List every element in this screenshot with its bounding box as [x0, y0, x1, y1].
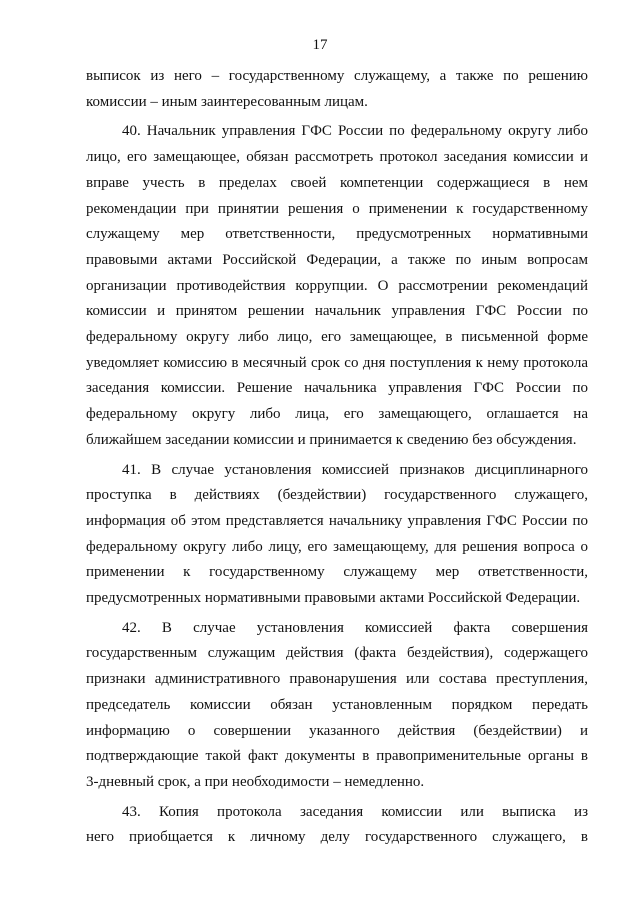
text-line: 3-дневный срок, а при необходимости – немедленно.: [86, 773, 425, 790]
text-line: 40. Начальник управления ГФС России по федеральному округу либо: [122, 123, 588, 140]
text-line: вправе учесть в пределах своей компетенции содержащиеся в нем: [86, 174, 588, 191]
text-line: председатель комиссии обязан установленным порядком передать: [86, 696, 588, 713]
paragraph-40: [86, 119, 588, 453]
paragraph-42: [86, 616, 588, 796]
text-line: рекомендации при принятии решения о применении к государственному: [86, 200, 588, 217]
text-line: федеральному округу либо лица, его замещающего, оглашается на: [86, 406, 588, 423]
text-line: комиссии – иным заинтересованным лицам.: [86, 93, 368, 110]
text-line: лицо, его замещающее, обязан рассмотреть протокол заседания комиссии и: [86, 149, 588, 166]
text-line: выписок из него – государственному служащему, а также по решению: [86, 68, 588, 84]
text-line: правовыми актами Российской Федерации, а также по иным вопросам: [86, 251, 588, 268]
text-line: уведомляет комиссию в месячный срок со дня поступления к нему протокола: [86, 354, 588, 371]
text-line: комиссии и принятом решении начальник управления ГФС России по: [86, 303, 588, 320]
paragraph-43: [86, 800, 588, 851]
text-line: подтверждающие такой факт документы в правоприменительные органы в: [86, 748, 588, 765]
text-line: 43. Копия протокола заседания комиссии или выписка из: [122, 803, 588, 820]
paragraph-continuation: [86, 64, 588, 115]
text-line: признаки административного правонарушения или состава преступления,: [86, 671, 588, 688]
text-line: 42. В случае установления комиссией факта совершения: [122, 619, 588, 636]
text-line: ближайшем заседании комиссии и принимается к сведению без обсуждения.: [86, 431, 577, 448]
text-line: информацию о совершении указанного действия (бездействии) и: [86, 722, 588, 739]
text-line: организации противодействия коррупции. О рассмотрении рекомендаций: [86, 277, 588, 294]
text-line: 41. В случае установления комиссией признаков дисциплинарного: [122, 461, 588, 478]
text-line: федеральному округу либо лицо, его замещающее, в письменной форме: [86, 329, 588, 346]
page-number: 17: [312, 37, 328, 53]
text-line: него приобщается к личному делу государственного служащего, в: [86, 829, 588, 846]
text-line: применении к государственному служащему мер ответственности,: [86, 564, 588, 581]
text-line: предусмотренных нормативными правовыми актами Российской Федерации.: [86, 590, 581, 607]
text-line: заседания комиссии. Решение начальника управления ГФС России по: [86, 380, 588, 397]
text-line: информация об этом представляется начальнику управления ГФС России по: [86, 512, 588, 529]
text-line: государственным служащим действия (факта бездействия), содержащего: [86, 645, 588, 662]
text-line: проступка в действиях (бездействии) государственного служащего,: [86, 487, 588, 504]
document-body: [86, 64, 588, 855]
text-line: служащему мер ответственности, предусмотренных нормативными: [86, 226, 588, 243]
paragraph-41: [86, 458, 588, 612]
text-line: федеральному округу либо лицу, его замещающему, для решения вопроса о: [86, 538, 588, 555]
